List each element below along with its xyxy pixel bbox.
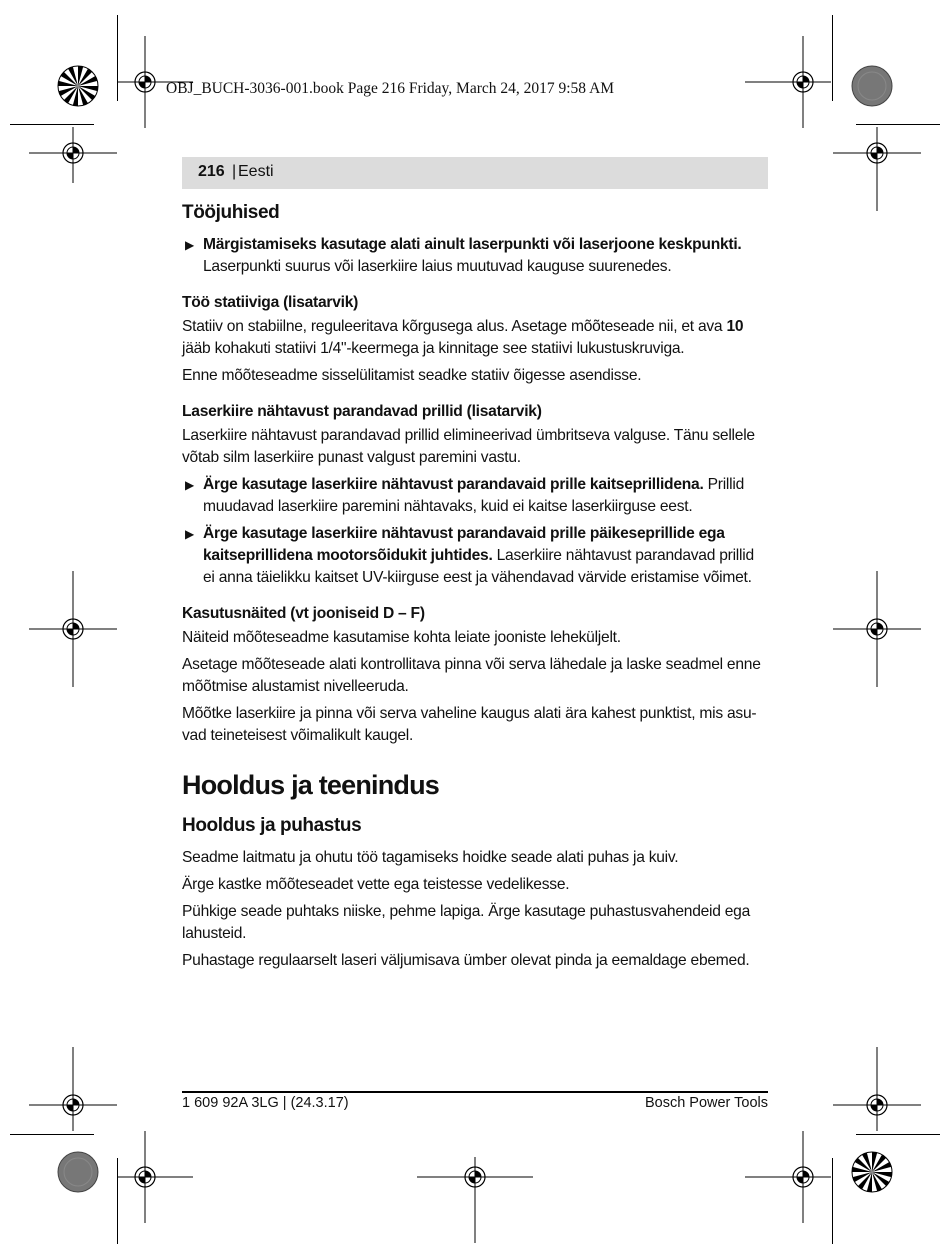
crop-mark bbox=[117, 1158, 118, 1244]
bullet-emphasis: Märgistamiseks kasutage alati ainult laserpunkti või laserjoone keskpunkti. bbox=[203, 236, 742, 253]
slug-line: OBJ_BUCH-3036-001.book Page 216 Friday, March 24, 2017 9:58 AM bbox=[166, 80, 615, 97]
section-title-work: Tööjuhised bbox=[182, 202, 280, 223]
list-item bbox=[182, 523, 768, 589]
footer-rule bbox=[182, 1091, 768, 1093]
bullet-text: Laserkiire nähtavust parandavad prillid ei anna täielikku kaitset UV-kiirguse eest ja vähendavad värvide eristamise võimet. bbox=[203, 547, 754, 586]
paragraph bbox=[182, 316, 768, 360]
star-target-icon bbox=[872, 1172, 873, 1173]
section-title-examples: Kasutusnäited (vt jooniseid D – F) bbox=[182, 605, 425, 622]
registration-mark-icon bbox=[73, 153, 74, 154]
gray-target-icon bbox=[78, 1172, 79, 1173]
paragraph-text: Statiiv on stabiilne, reguleeritava kõrgusega alus. Asetage mõõteseade nii, et ava bbox=[182, 318, 727, 335]
crop-mark bbox=[856, 124, 940, 125]
crop-mark bbox=[10, 124, 94, 125]
page-number: 216 bbox=[198, 163, 225, 180]
crop-mark bbox=[856, 1134, 940, 1135]
crop-mark bbox=[832, 1158, 833, 1244]
registration-mark-icon bbox=[877, 1105, 878, 1106]
registration-mark-icon bbox=[145, 82, 146, 83]
chapter-title: Hooldus ja teenindus bbox=[182, 770, 440, 800]
header-separator: | bbox=[232, 163, 237, 180]
crop-mark bbox=[117, 15, 118, 101]
main-content bbox=[182, 198, 768, 977]
list-item bbox=[182, 234, 768, 278]
paragraph: Pühkige seade puhtaks niiske, pehme lapiga. Ärge kasutage puhastusvahendeid ega lahusteid. bbox=[182, 903, 751, 942]
registration-mark-icon bbox=[877, 153, 878, 154]
footer-brand: Bosch Power Tools bbox=[644, 1095, 768, 1111]
language-label: Eesti bbox=[238, 163, 274, 180]
paragraph: Näiteid mõõteseadme kasutamise kohta leiate jooniste leheküljelt. bbox=[182, 629, 621, 646]
paragraph-text: jääb kohakuti statiivi 1/4"-keermega ja kinnitage see statiivi lukustuskruviga. bbox=[182, 340, 685, 357]
reference-number: 10 bbox=[726, 318, 744, 335]
paragraph: Puhastage regulaarselt laseri väljumisava ümber olevat pinda ja eemaldage ebemed. bbox=[182, 952, 750, 969]
paragraph: Mõõtke laserkiire ja pinna või serva vaheline kaugus alati ära kahest punktist, mis asuvad teineteisest võimalikult kaugel. bbox=[182, 705, 757, 744]
registration-mark-icon bbox=[475, 1177, 476, 1178]
section-title-tripod: Töö statiiviga (lisatarvik) bbox=[182, 294, 359, 311]
section-title-glasses: Laserkiire nähtavust parandavad prillid (lisatarvik) bbox=[182, 403, 542, 420]
crop-mark bbox=[10, 1134, 94, 1135]
paragraph: Ärge kastke mõõteseadet vette ega teistesse vedelikesse. bbox=[182, 876, 570, 893]
registration-mark-icon bbox=[803, 1177, 804, 1178]
star-target-icon bbox=[78, 86, 79, 87]
section-title-cleaning: Hooldus ja puhastus bbox=[182, 815, 362, 836]
paragraph: Enne mõõteseadme sisselülitamist seadke statiiv õigesse asendisse. bbox=[182, 367, 642, 384]
bullet-text: Prillid muudavad laserkiire paremini nähtavaks, kuid ei kaitse laserkiirguse eest. bbox=[203, 476, 744, 515]
bullet-emphasis: Ärge kasutage laserkiire nähtavust parandavaid prille kaitseprillidena. bbox=[203, 476, 704, 493]
list-item bbox=[182, 474, 768, 518]
bullet-text: Laserpunkti suurus või laserkiire laius muutuvad kauguse suurenedes. bbox=[203, 258, 672, 275]
bullet-triangle-icon: ▶ bbox=[185, 238, 194, 252]
registration-mark-icon bbox=[803, 82, 804, 83]
registration-mark-icon bbox=[73, 1105, 74, 1106]
crop-mark bbox=[832, 15, 833, 101]
gray-target-icon bbox=[872, 86, 873, 87]
bullet-triangle-icon: ▶ bbox=[185, 527, 194, 541]
paragraph: Seadme laitmatu ja ohutu töö tagamiseks hoidke seade alati puhas ja kuiv. bbox=[182, 849, 679, 866]
bullet-emphasis: Ärge kasutage laserkiire nähtavust parandavaid prille päikeseprillide ega kaitseprillidena mootorsõidukit juhtides. bbox=[203, 525, 725, 564]
paragraph: Laserkiire nähtavust parandavad prillid elimineerivad ümbritseva valguse. Tänu sellele võtab silm laserkiire punast valgust paremini vastu. bbox=[182, 427, 755, 466]
page-header bbox=[182, 157, 768, 189]
footer-doc-number: 1 609 92A 3LG | (24.3.17) bbox=[182, 1095, 349, 1111]
registration-mark-icon bbox=[145, 1177, 146, 1178]
paragraph: Asetage mõõteseade alati kontrollitava pinna või serva lähedale ja laske seadmel enne mõõtmise alustamist nivelleeruda. bbox=[182, 656, 761, 695]
registration-mark-icon bbox=[877, 629, 878, 630]
bullet-triangle-icon: ▶ bbox=[185, 478, 194, 492]
registration-mark-icon bbox=[73, 629, 74, 630]
